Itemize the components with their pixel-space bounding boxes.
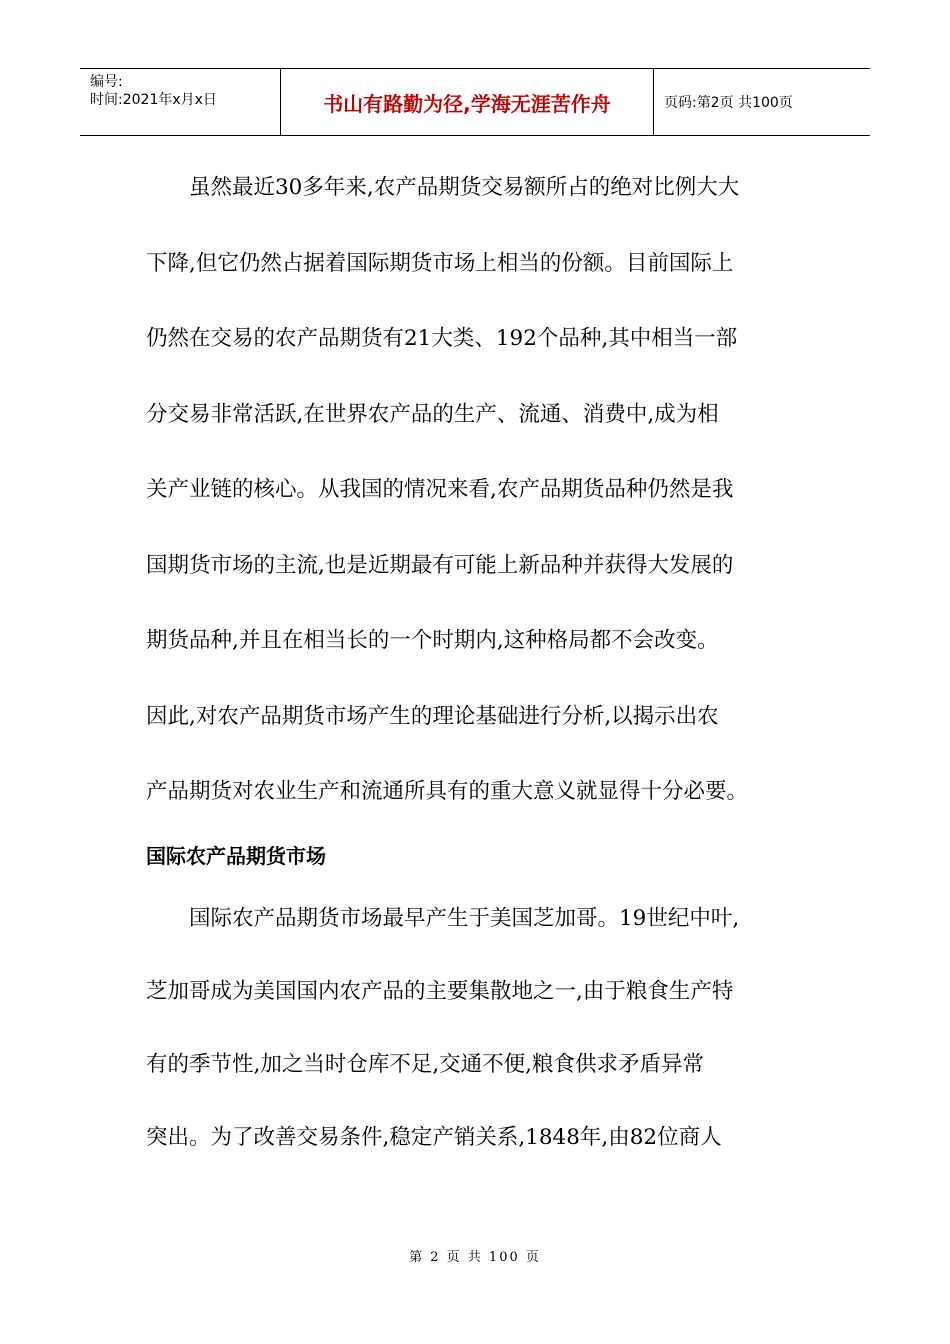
- page-footer: 第 2 页 共 100 页: [409, 1250, 541, 1265]
- text-line: 期货品种,并且在相当长的一个时期内,这种格局都不会改变。: [146, 628, 719, 653]
- text-line: 有的季节性,加之当时仓库不足,交通不便,粮食供求矛盾异常: [146, 1051, 705, 1077]
- text-line: 突出。为了改善交易条件,稳定产销关系,1848年,由82位商人: [146, 1124, 722, 1150]
- document-number-label: 编号:: [90, 74, 123, 90]
- text-line: 仍然在交易的农产品期货有21大类、192个品种,其中相当一部: [146, 326, 738, 351]
- header-meta: [80, 69, 281, 135]
- text-line: 关产业链的核心。从我国的情况来看,农产品期货品种仍然是我: [146, 477, 734, 502]
- text-line: 芝加哥成为美国国内农产品的主要集散地之一,由于粮食生产特: [146, 978, 734, 1004]
- section-heading: 国际农产品期货市场: [146, 843, 326, 868]
- page-header: [80, 68, 870, 136]
- paragraph-intro: [146, 150, 806, 830]
- text-line: 国期货市场的主流,也是近期最有可能上新品种并获得大发展的: [146, 552, 734, 578]
- paragraph-history: [146, 882, 806, 1174]
- text-line: 因此,对农产品期货市场产生的理论基础进行分析,以揭示出农: [146, 703, 719, 729]
- text-line: 下降,但它仍然占据着国际期货市场上相当的份额。目前国际上: [146, 250, 734, 276]
- document-date-label: 时间:2021年x月x日: [90, 92, 217, 108]
- header-page-info: 页码:第2页 共100页: [664, 95, 793, 111]
- text-line: 分交易非常活跃,在世界农产品的生产、流通、消费中,成为相: [146, 401, 719, 427]
- text-line: 虽然最近30多年来,农产品期货交易额所占的绝对比例大大: [189, 175, 740, 200]
- document-body: [146, 150, 806, 1174]
- header-motto: 书山有路勤为径,学海无涯苦作舟: [281, 69, 654, 135]
- text-line: 国际农产品期货市场最早产生于美国芝加哥。19世纪中叶,: [189, 905, 740, 931]
- text-line: 产品期货对农业生产和流通所具有的重大意义就显得十分必要。: [146, 779, 749, 804]
